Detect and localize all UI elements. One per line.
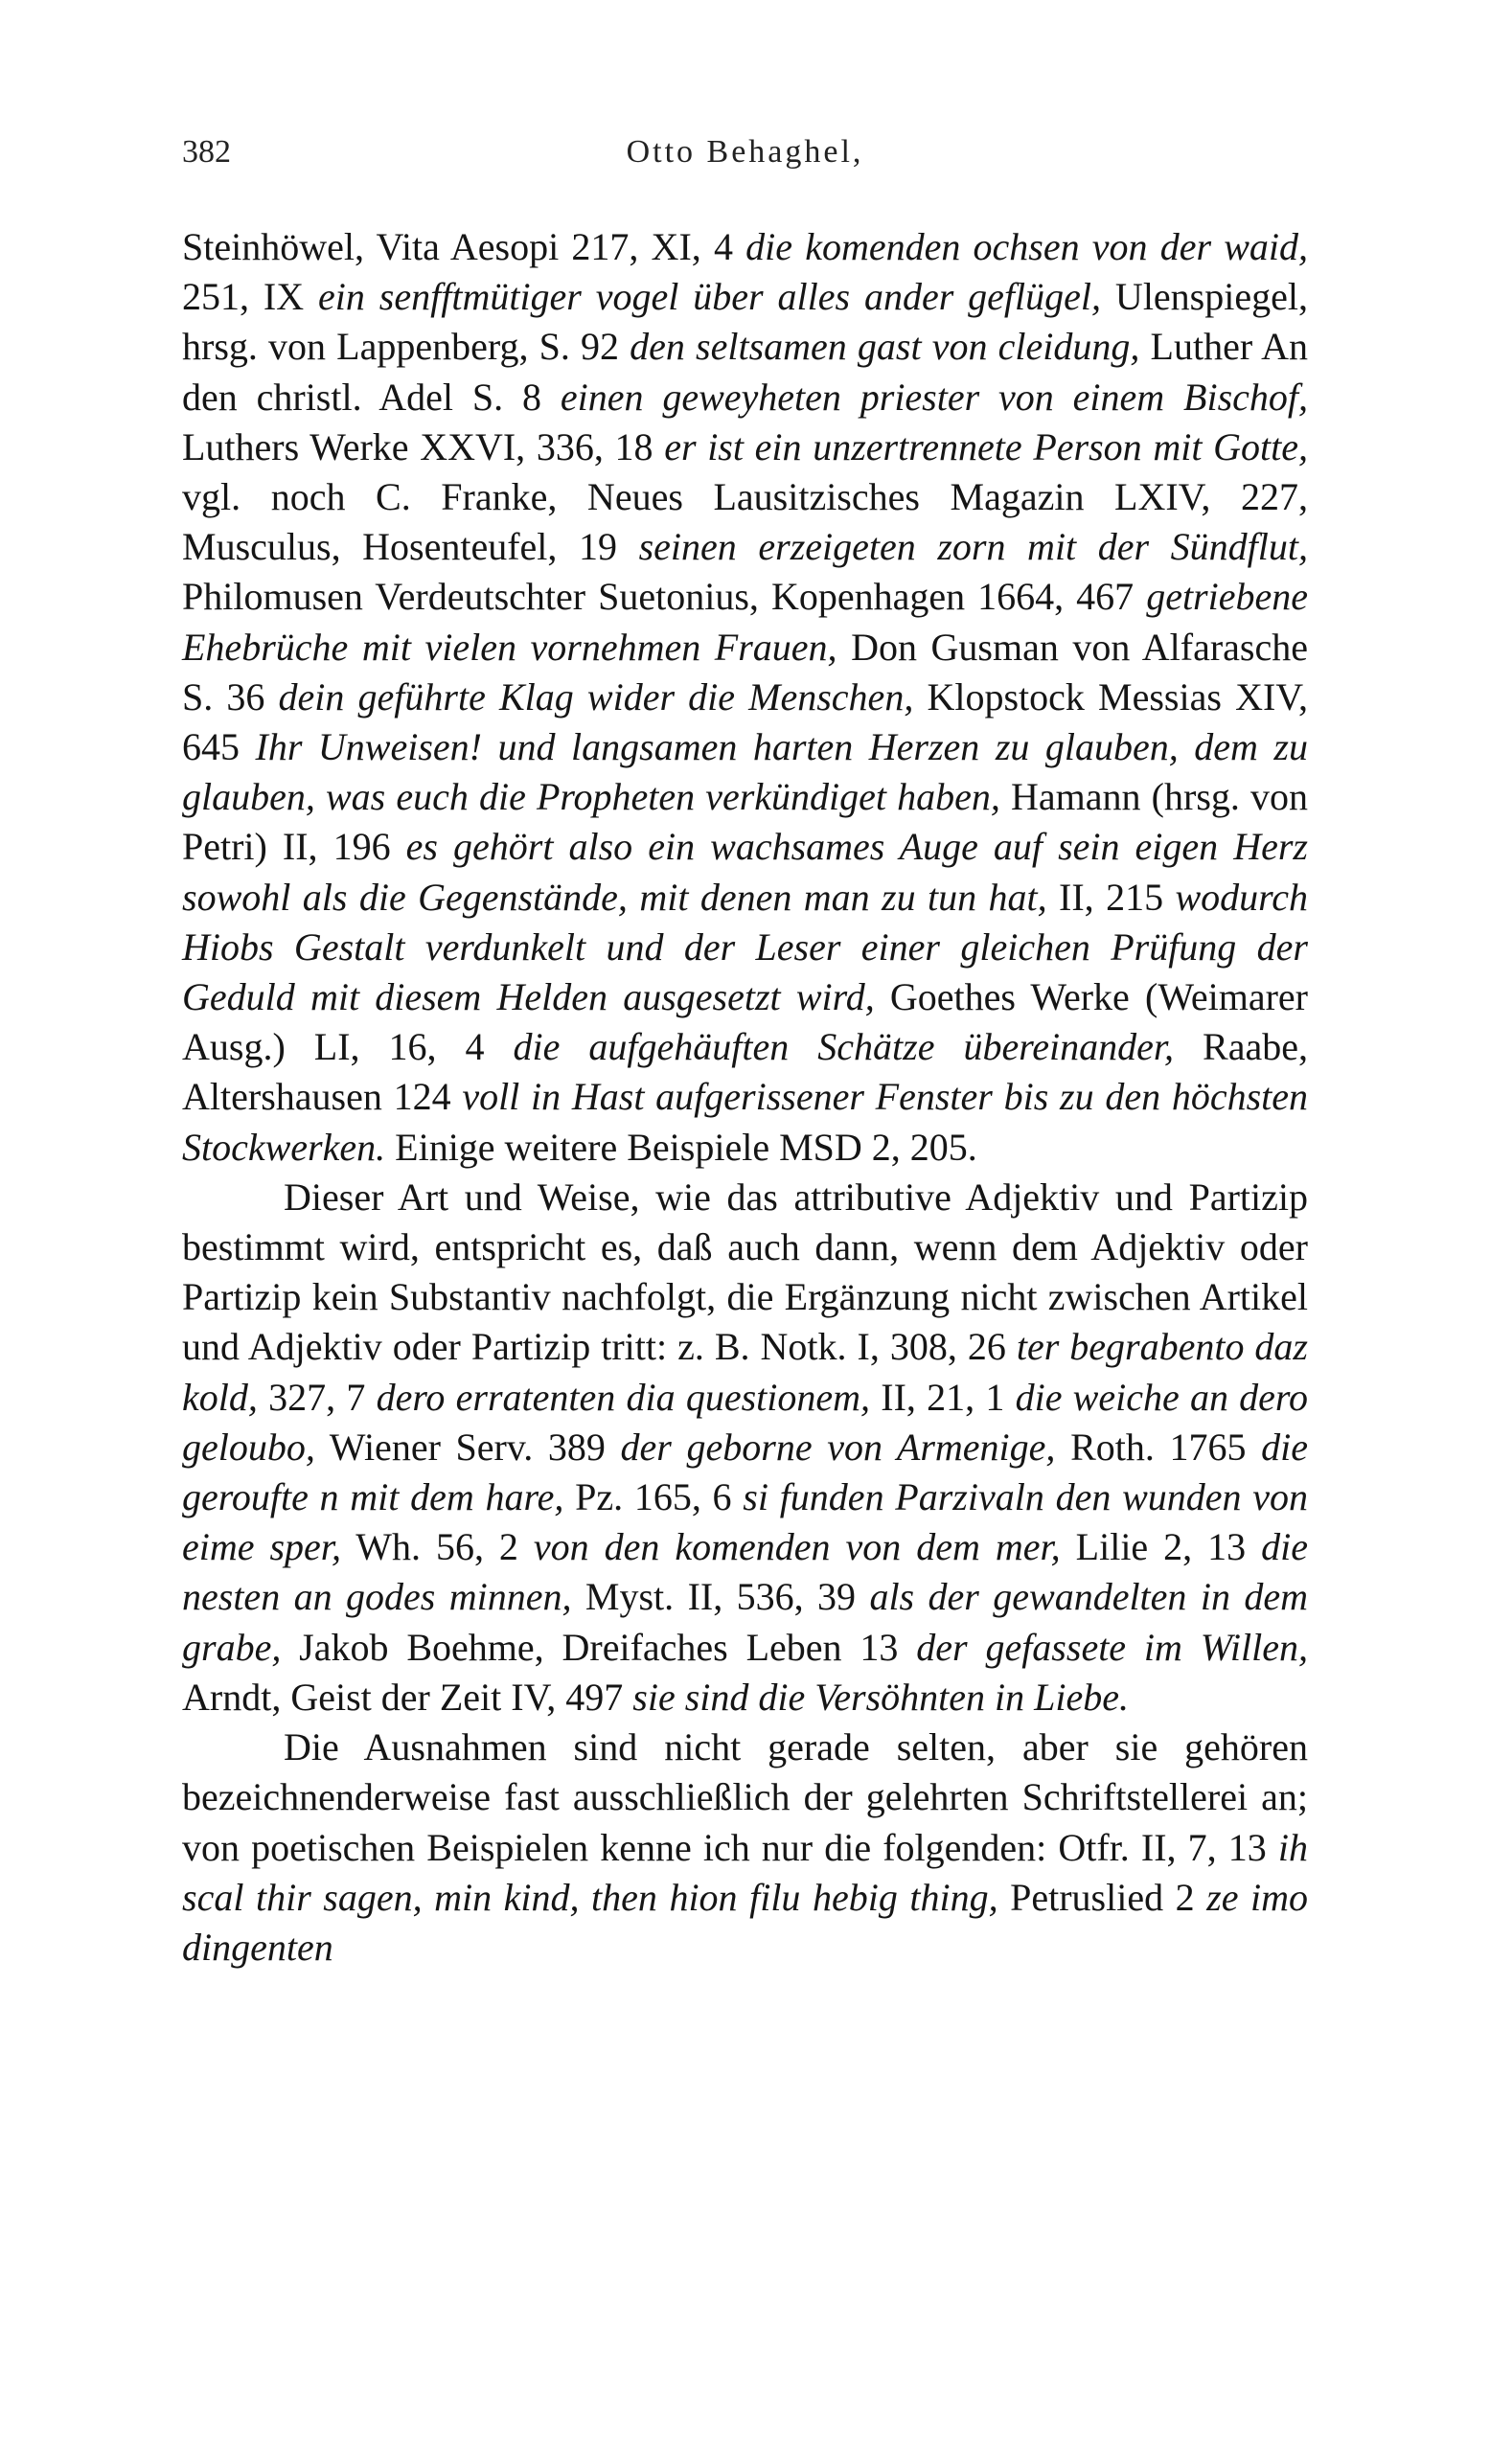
text-run: vgl. noch C. Franke, Neues Lausitzisches Magazin LXIV, 227, Musculus, Hosenteufel, 19	[182, 475, 1308, 569]
italic-quote: seinen erzeigeten zorn mit der Sündflut,	[638, 525, 1309, 569]
italic-quote: getriebene Ehebrüche mit vielen vornehmen Frauen,	[182, 575, 1308, 669]
page-number: 382	[182, 134, 231, 170]
italic-quote: von den komenden von dem mer,	[533, 1525, 1061, 1569]
italic-quote: als der gewandelten in dem grabe,	[182, 1575, 1308, 1669]
text-run: Klopstock Messias XIV, 645	[182, 674, 1309, 769]
text-run: Luthers Werke XXVI, 336, 18	[182, 424, 665, 468]
italic-quote: es gehört also ein wachsames Auge auf sein eigen Herz sowohl als die Gegenstände, mit denen man zu tun hat,	[182, 825, 1308, 919]
text-run: II, 21, 1	[870, 1375, 1016, 1419]
italic-quote: sie sind die Versöhnten in Liebe.	[632, 1675, 1130, 1719]
text-run: Wiener Serv. 389	[314, 1425, 621, 1469]
text-run: Einige weitere Beispiele MSD 2, 205.	[385, 1125, 977, 1169]
text-run: Wh. 56, 2	[340, 1525, 534, 1569]
italic-quote: ze imo dingenten	[182, 1875, 1309, 1969]
italic-quote: si funden Parzivaln den wunden von eime sper,	[182, 1475, 1308, 1569]
italic-quote: die geroufte n mit dem hare,	[182, 1425, 1309, 1519]
text-run: Pz. 165, 6	[563, 1475, 744, 1519]
paragraph-3	[182, 1723, 1308, 1973]
italic-quote: er ist ein unzertrennete Person mit Gotte,	[664, 424, 1308, 468]
italic-quote: die weiche an dero geloubo,	[182, 1375, 1309, 1469]
text-run: II, 215	[1046, 875, 1176, 919]
italic-quote: ih scal thir sagen, min kind, then hion filu hebig thing,	[182, 1825, 1308, 1919]
text-run: 327, 7	[257, 1375, 377, 1419]
italic-quote: Ihr Unweisen! und langsamen harten Herzen zu glauben, dem zu glauben, was euch die Propheten verkündiget haben,	[182, 725, 1308, 819]
body-text	[182, 222, 1308, 1973]
italic-quote: der gefassete im Willen,	[916, 1625, 1308, 1669]
italic-quote: der geborne von Armenige,	[620, 1425, 1056, 1469]
text-run: Myst. II, 536, 39	[571, 1575, 870, 1619]
text-run: Steinhöwel, Vita Aesopi 217, XI, 4	[182, 225, 746, 268]
text-run: Goethes Werke (Weimarer Ausg.) LI, 16, 4	[182, 975, 1308, 1069]
italic-quote: wodurch Hiobs Gestalt verdunkelt und der Leser einer gleichen Prüfung der Geduld mit diesem Helden ausgesetzt wird,	[182, 875, 1308, 1019]
italic-quote: voll in Hast aufgerissener Fenster bis zu den höchsten Stockwerken.	[182, 1075, 1309, 1169]
text-run: Dieser Art und Weise, wie das attributive Adjektiv und Partizip bestimmt wird, entspricht es, daß auch dann, wenn dem Adjektiv oder Partizip kein Substantiv nachfolgt, die Ergänzung nicht zwischen Artikel und Adjektiv oder Partizip tritt: z. B. Notk. I, 308, 26	[182, 1175, 1308, 1369]
paragraph-2	[182, 1173, 1308, 1723]
text-run: Die Ausnahmen sind nicht gerade selten, aber sie gehören bezeichnenderweise fast ausschließlich der gelehrten Schriftstellerei an; von poetischen Beispielen kenne ich nur die folgenden: Otfr. II, 7, 13	[182, 1725, 1308, 1869]
text-run: Arndt, Geist der Zeit IV, 497	[182, 1675, 633, 1719]
text-run: Roth. 1765	[1055, 1425, 1262, 1469]
italic-quote: die komenden ochsen von der waid,	[745, 225, 1308, 268]
italic-quote: ein senfftmütiger vogel über alles ander geflügel,	[318, 275, 1102, 319]
italic-quote: die nesten an godes minnen,	[182, 1525, 1309, 1619]
text-run: Petruslied 2	[997, 1875, 1207, 1919]
italic-quote: die aufgehäuften Schätze übereinander,	[513, 1025, 1175, 1069]
italic-quote: dein geführte Klag wider die Menschen,	[278, 674, 914, 719]
paragraph-1	[182, 222, 1308, 1173]
text-run: Philomusen Verdeutschter Suetonius, Kopenhagen 1664, 467	[182, 575, 1147, 619]
text-run: Jakob Boehme, Dreifaches Leben 13	[281, 1625, 917, 1669]
running-head: Otto Behaghel,	[626, 134, 864, 170]
text-run: 251, IX	[182, 275, 319, 319]
text-run: Raabe, Altershausen 124	[182, 1025, 1308, 1119]
italic-quote: einen geweyheten priester von einem Bischof,	[560, 375, 1309, 419]
text-run: Luther An den christl. Adel S. 8	[182, 325, 1308, 419]
text-run: Hamann (hrsg. von Petri) II, 196	[182, 775, 1309, 869]
text-run: Lilie 2, 13	[1060, 1525, 1262, 1569]
text-run: Don Gusman von Alfarasche S. 36	[182, 625, 1308, 719]
italic-quote: den seltsamen gast von cleidung,	[630, 325, 1140, 369]
text-run: Ulenspiegel, hrsg. von Lappenberg, S. 92	[182, 275, 1308, 369]
italic-quote: ter begrabento daz kold,	[182, 1325, 1309, 1419]
italic-quote: dero erratenten dia questionem,	[376, 1375, 871, 1419]
page-header	[182, 134, 1308, 182]
